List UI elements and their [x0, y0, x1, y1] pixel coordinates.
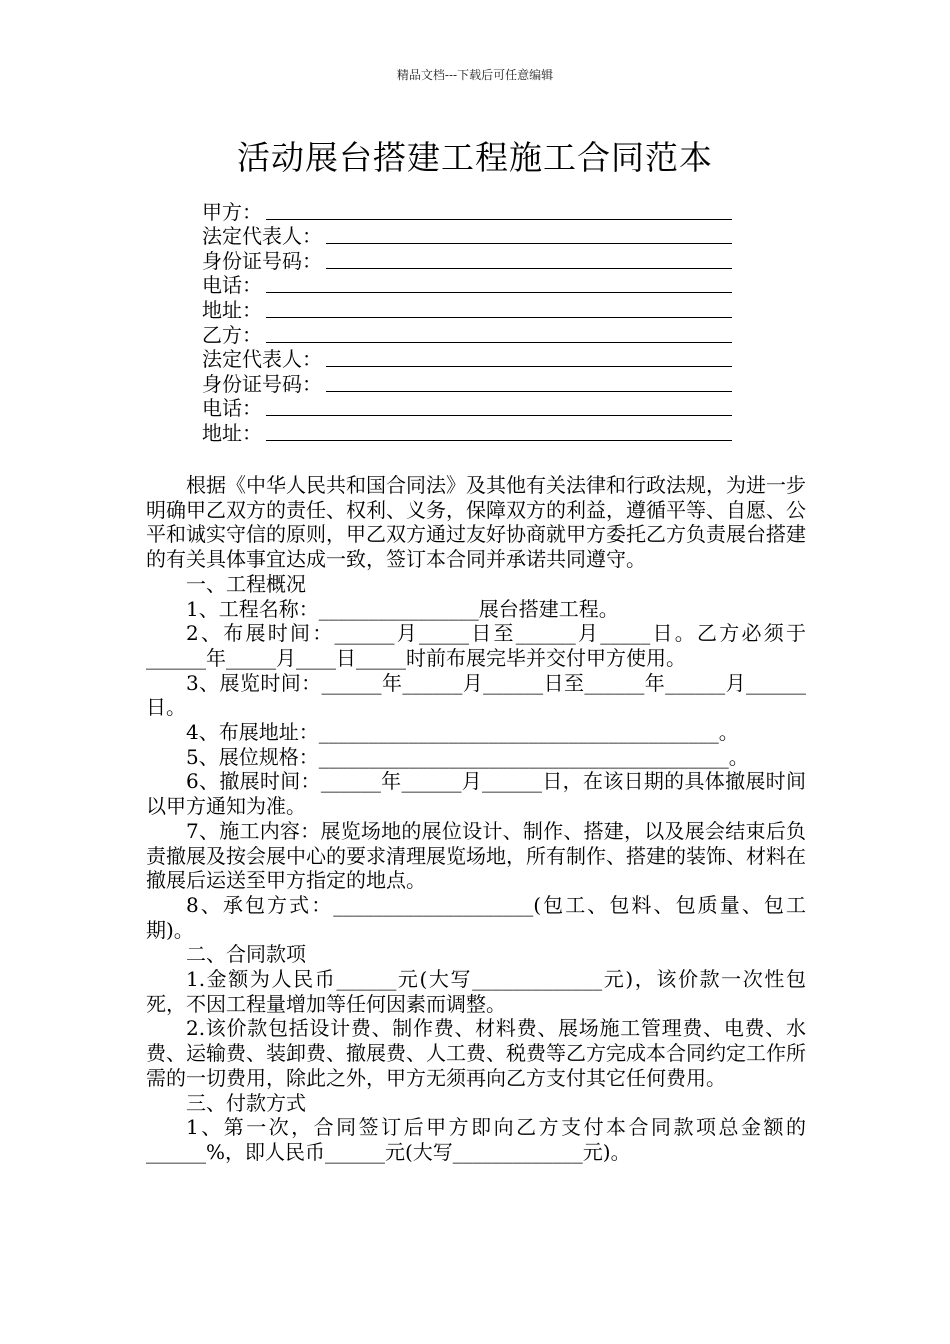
- section-heading-project-overview: 一、工程概况: [186, 571, 306, 596]
- document-title: 活动展台搭建工程施工合同范本: [237, 138, 713, 177]
- field-label: 身份证号码：: [202, 371, 322, 396]
- fill-line: [266, 292, 732, 293]
- field-label: 乙方：: [202, 322, 262, 347]
- field-label: 甲方：: [202, 199, 262, 224]
- field-label: 法定代表人：: [202, 224, 322, 249]
- fill-line: [326, 391, 732, 392]
- clause-construction-content: 7、施工内容：展览场地的展位设计、制作、搭建，以及展会结束后负责撤展及按会展中心的要求清理展览场地，所有制作、搭建的装饰、材料在撤展后运送至甲方指定的地点。: [146, 818, 806, 893]
- fill-line: [266, 219, 732, 220]
- party-b-phone-field[interactable]: [202, 397, 732, 422]
- clause-setup-address: 4、布展地址：________________________________________。: [186, 720, 739, 745]
- party-info-block: [202, 200, 732, 446]
- contract-body: [146, 473, 806, 1165]
- clause-teardown-time: 6、撤展时间：______年______月______日，在该日期的具体撤展时间以甲方通知为准。: [146, 769, 806, 819]
- clause-exhibition-time: 3、展览时间：______年______月______日至______年______月______日。: [146, 670, 806, 720]
- section-heading-payment-method: 三、付款方式: [186, 1090, 306, 1115]
- field-label: 电话：: [202, 273, 262, 298]
- field-label: 电话：: [202, 396, 262, 421]
- field-label: 地址：: [202, 297, 262, 322]
- clause-setup-time: 2、布展时间：______月_____日至______月_____日。乙方必须于______年_____月____日_____时前布展完毕并交付甲方使用。: [146, 621, 806, 670]
- fill-line: [326, 243, 732, 244]
- field-label: 法定代表人：: [202, 347, 322, 372]
- field-label: 身份证号码：: [202, 248, 322, 273]
- preamble-paragraph: 根据《中华人民共和国合同法》及其他有关法律和行政法规，为进一步明确甲乙双方的责任、权利、义务，保障双方的利益，遵循平等、自愿、公平和诚实守信的原则，甲乙双方通过友好协商就甲方委托乙方负责展台搭建的有关具体事宜达成一致，签订本合同并承诺共同遵守。: [146, 473, 806, 572]
- party-a-address-field[interactable]: [202, 298, 732, 323]
- clause-contract-method: 8、承包方式：____________________(包工、包料、包质量、包工期)。: [146, 892, 806, 942]
- fill-line: [266, 317, 732, 318]
- fill-line: [266, 342, 732, 343]
- party-b-id-number-field[interactable]: [202, 372, 732, 397]
- clause-amount: 1.金额为人民币______元(大写_____________元)，该价款一次性包死，不因工程量增加等任何因素而调整。: [146, 967, 806, 1016]
- fill-line: [326, 366, 732, 367]
- fill-line: [266, 415, 732, 416]
- party-a-phone-field[interactable]: [202, 274, 732, 299]
- clause-project-name: 1、工程名称：________________展台搭建工程。: [186, 596, 619, 621]
- clause-price-includes: 2.该价款包括设计费、制作费、材料费、展场施工管理费、电费、水费、运输费、装卸费、撤展费、人工费、税费等乙方完成本合同约定工作所需的一切费用，除此之外，甲方无须再向乙方支付其它任何费用。: [146, 1016, 806, 1090]
- clause-booth-spec: 5、展位规格：_________________________________________。: [186, 744, 749, 769]
- party-a-id-number-field[interactable]: [202, 249, 732, 274]
- party-b-address-field[interactable]: [202, 421, 732, 446]
- page-header: 精品文档---下载后可任意编辑: [396, 68, 554, 82]
- section-heading-contract-amount: 二、合同款项: [186, 942, 306, 967]
- clause-first-payment: 1、第一次，合同签订后甲方即向乙方支付本合同款项总金额的______%，即人民币______元(大写_____________元)。: [146, 1115, 806, 1164]
- field-label: 地址：: [202, 420, 262, 445]
- fill-line: [266, 440, 732, 441]
- fill-line: [326, 268, 732, 269]
